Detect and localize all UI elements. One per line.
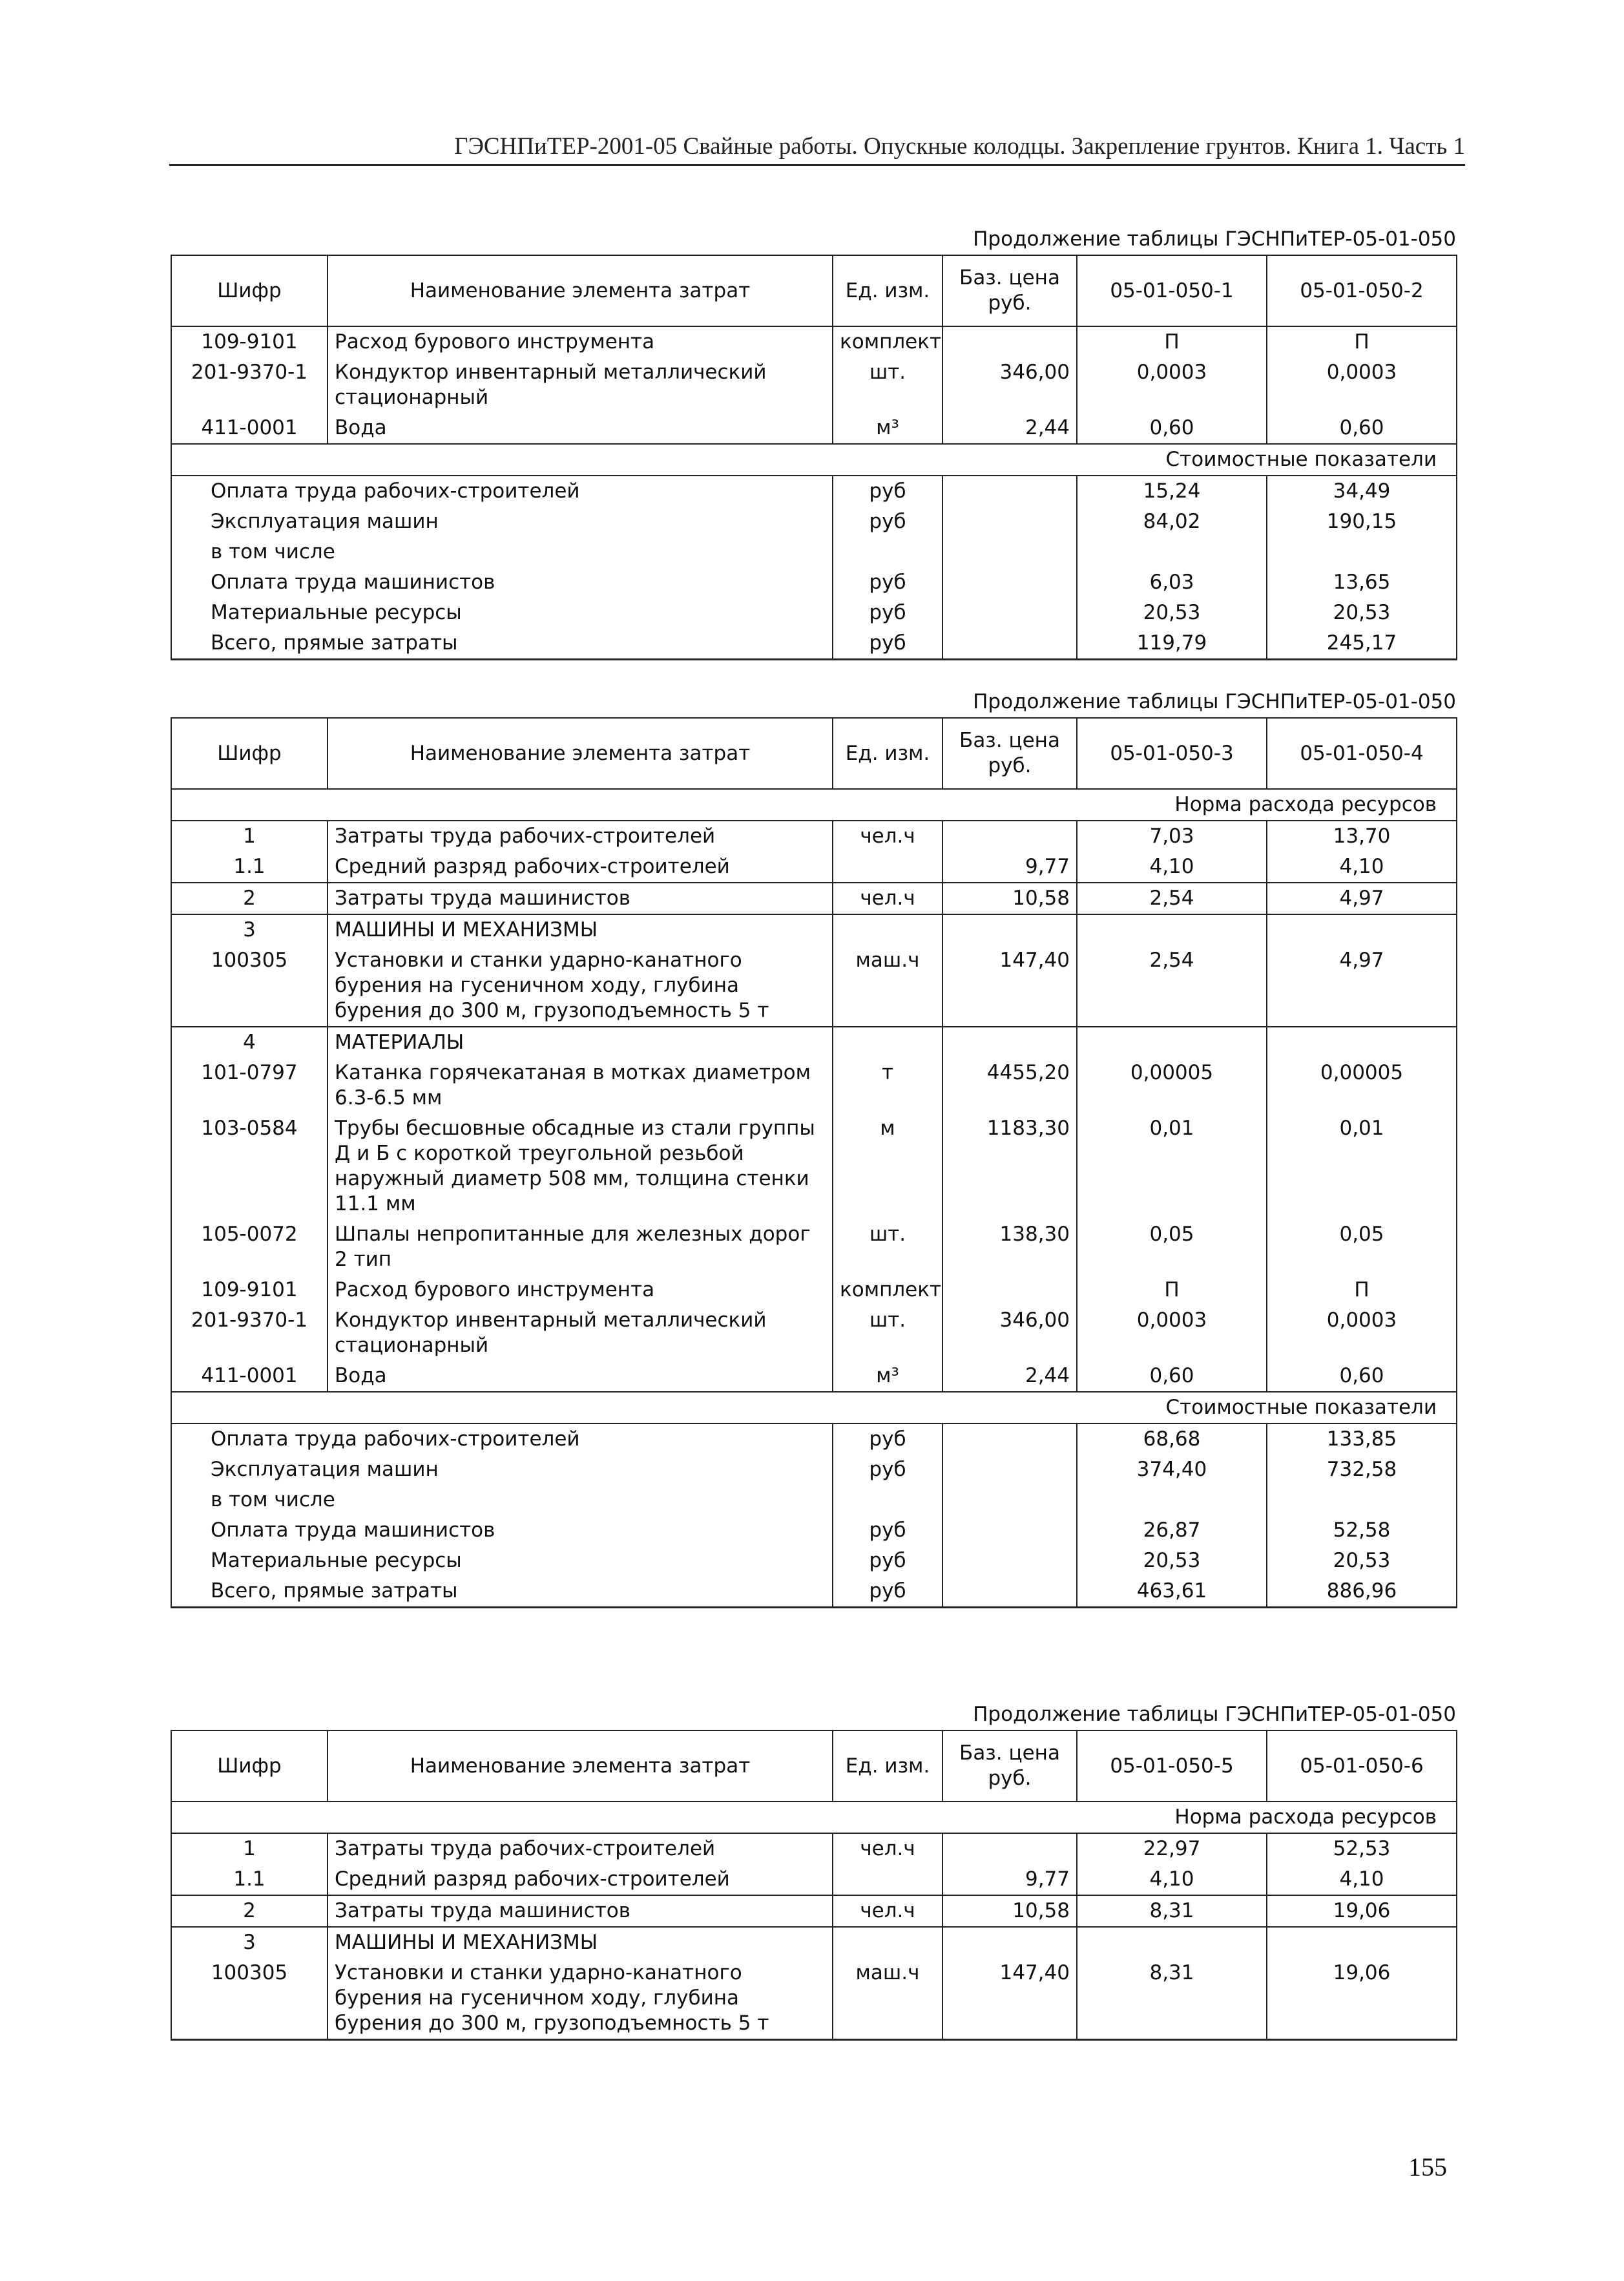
cost-value-2: 20,53 (1267, 598, 1457, 628)
cost-value-1 (1077, 537, 1267, 567)
cost-row (171, 1515, 1457, 1546)
page-number: 155 (1408, 2152, 1447, 2181)
cell-value-1: 4,10 (1077, 1864, 1267, 1895)
cell-code: 411-0001 (171, 1361, 328, 1392)
cost-row-total (171, 1576, 1457, 1608)
cost-row (171, 1455, 1457, 1485)
cell-price (942, 326, 1077, 357)
cell-value-2: 4,97 (1267, 883, 1457, 914)
cost-name: Всего, прямые затраты (171, 1576, 833, 1608)
cell-value-2: 13,70 (1267, 821, 1457, 852)
cell-unit: м³ (833, 413, 942, 444)
cost-value-2: 190,15 (1267, 507, 1457, 537)
col-header-unit: Ед. изм. (833, 1730, 942, 1802)
cell-price: 1183,30 (942, 1113, 1077, 1219)
cell-code: 100305 (171, 945, 328, 1027)
cell-name: Кондуктор инвентарный металлический стационарный (328, 357, 833, 413)
cell-name: Средний разряд рабочих-строителей (328, 1864, 833, 1895)
norm-section-header (171, 1802, 1457, 1833)
cell-name: Затраты труда рабочих-строителей (328, 1833, 833, 1864)
cost-unit: руб (833, 1515, 942, 1546)
cell-value-2: 0,0003 (1267, 357, 1457, 413)
cell-price: 10,58 (942, 1895, 1077, 1927)
cell-value-2: 0,0003 (1267, 1305, 1457, 1361)
col-header-1: 05-01-050-3 (1077, 718, 1267, 789)
table-3 (171, 1730, 1457, 2041)
cell-value-1: 0,00005 (1077, 1058, 1267, 1113)
table-row (171, 1113, 1457, 1219)
cell-value-2: 19,06 (1267, 1895, 1457, 1927)
cell-name: Расход бурового инструмента (328, 326, 833, 357)
col-header-2: 05-01-050-2 (1267, 255, 1457, 326)
cost-value-1: 20,53 (1077, 598, 1267, 628)
cell-name: МАТЕРИАЛЫ (328, 1027, 833, 1058)
table-row (171, 1864, 1457, 1895)
cost-value-1: 463,61 (1077, 1576, 1267, 1608)
cost-value-1: 84,02 (1077, 507, 1267, 537)
table-row (171, 1361, 1457, 1392)
cost-unit: руб (833, 1576, 942, 1608)
cost-value-2 (1267, 537, 1457, 567)
cost-name: Оплата труда машинистов (171, 1515, 833, 1546)
cost-value-2: 52,58 (1267, 1515, 1457, 1546)
table-row (171, 821, 1457, 852)
col-header-2: 05-01-050-6 (1267, 1730, 1457, 1802)
cost-value-2: 13,65 (1267, 567, 1457, 598)
cell-name: Установки и станки ударно-канатного бурения на гусеничном ходу, глубина бурения до 300 м, грузоподъемность 5 т (328, 1958, 833, 2040)
cell-price: 2,44 (942, 413, 1077, 444)
col-header-name: Наименование элемента затрат (328, 718, 833, 789)
cell-value-1: П (1077, 1275, 1267, 1305)
cell-unit: шт. (833, 357, 942, 413)
cost-header-label: Стоимостные показатели (171, 1392, 1457, 1424)
cell-value-1: 0,01 (1077, 1113, 1267, 1219)
cell-value-2: 0,60 (1267, 413, 1457, 444)
cell-code: 1.1 (171, 1864, 328, 1895)
cell-code: 3 (171, 1927, 328, 1958)
cell-value-2: 19,06 (1267, 1958, 1457, 2040)
table-row (171, 357, 1457, 413)
cost-row (171, 567, 1457, 598)
cell-unit (833, 1864, 942, 1895)
cell-value-2: 52,53 (1267, 1833, 1457, 1864)
cost-name: Оплата труда рабочих-строителей (171, 476, 833, 507)
cell-name: Вода (328, 413, 833, 444)
cell-name: Средний разряд рабочих-строителей (328, 852, 833, 883)
cell-value-2: П (1267, 1275, 1457, 1305)
table-row (171, 1058, 1457, 1113)
table-row-section (171, 1027, 1457, 1058)
cell-unit: чел.ч (833, 821, 942, 852)
cost-name: Материальные ресурсы (171, 598, 833, 628)
cell-value-1: 2,54 (1077, 945, 1267, 1027)
cell-value-2: 0,05 (1267, 1219, 1457, 1275)
cell-price: 4455,20 (942, 1058, 1077, 1113)
cost-row (171, 1424, 1457, 1455)
cell-value-2: 4,10 (1267, 852, 1457, 883)
table-3-caption: Продолжение таблицы ГЭСНПиТЕР-05-01-050 (973, 1703, 1456, 1726)
cost-name: Материальные ресурсы (171, 1546, 833, 1576)
cost-unit (833, 537, 942, 567)
cell-price (942, 1027, 1077, 1058)
cell-code: 201-9370-1 (171, 1305, 328, 1361)
cell-code: 4 (171, 1027, 328, 1058)
col-header-price: Баз. цена руб. (942, 1730, 1077, 1802)
table-1 (171, 255, 1457, 660)
table-2-caption: Продолжение таблицы ГЭСНПиТЕР-05-01-050 (973, 690, 1456, 713)
col-header-name: Наименование элемента затрат (328, 1730, 833, 1802)
cell-value-2 (1267, 1027, 1457, 1058)
table-row (171, 1958, 1457, 2040)
col-header-1: 05-01-050-1 (1077, 255, 1267, 326)
cell-unit (833, 1927, 942, 1958)
cell-value-2: 0,00005 (1267, 1058, 1457, 1113)
cost-unit: руб (833, 598, 942, 628)
table-row (171, 1833, 1457, 1864)
cell-price: 346,00 (942, 357, 1077, 413)
cost-value-1: 15,24 (1077, 476, 1267, 507)
cost-unit: руб (833, 476, 942, 507)
cell-unit: шт. (833, 1219, 942, 1275)
cell-value-2: 0,60 (1267, 1361, 1457, 1392)
cell-value-1: 0,05 (1077, 1219, 1267, 1275)
cell-value-1: 8,31 (1077, 1895, 1267, 1927)
cell-value-1: 8,31 (1077, 1958, 1267, 2040)
col-header-name: Наименование элемента затрат (328, 255, 833, 326)
page-header: ГЭСНПиТЕР-2001-05 Свайные работы. Опускные колодцы. Закрепление грунтов. Книга 1. Часть 1 (169, 132, 1465, 166)
cost-value-1 (1077, 1485, 1267, 1515)
cell-name: МАШИНЫ И МЕХАНИЗМЫ (328, 1927, 833, 1958)
cell-price (942, 1833, 1077, 1864)
cell-value-1 (1077, 914, 1267, 945)
cost-value-1: 68,68 (1077, 1424, 1267, 1455)
cost-value-2: 886,96 (1267, 1576, 1457, 1608)
col-header-code: Шифр (171, 255, 328, 326)
cell-code: 109-9101 (171, 326, 328, 357)
cell-unit: чел.ч (833, 1833, 942, 1864)
cell-name: Трубы бесшовные обсадные из стали группы Д и Б с короткой треугольной резьбой наружный диаметр 508 мм, толщина стенки 11.1 мм (328, 1113, 833, 1219)
cell-value-1: 0,0003 (1077, 357, 1267, 413)
cost-section-header (171, 444, 1457, 476)
cell-value-1: 7,03 (1077, 821, 1267, 852)
cell-unit: чел.ч (833, 1895, 942, 1927)
cell-price: 9,77 (942, 852, 1077, 883)
cell-unit: м (833, 1113, 942, 1219)
cost-value-1: 6,03 (1077, 567, 1267, 598)
table-row-section (171, 914, 1457, 945)
cost-value-2 (1267, 1485, 1457, 1515)
cell-price: 10,58 (942, 883, 1077, 914)
cell-code: 100305 (171, 1958, 328, 2040)
cost-unit: руб (833, 1546, 942, 1576)
cost-row (171, 598, 1457, 628)
cell-value-1: 0,60 (1077, 413, 1267, 444)
norm-header-label: Норма расхода ресурсов (171, 789, 1457, 821)
cell-price (942, 821, 1077, 852)
cell-code: 3 (171, 914, 328, 945)
cell-price: 9,77 (942, 1864, 1077, 1895)
cell-code: 103-0584 (171, 1113, 328, 1219)
cell-unit: комплект (833, 326, 942, 357)
cost-row (171, 1546, 1457, 1576)
cell-price: 147,40 (942, 1958, 1077, 2040)
cell-value-2: 4,97 (1267, 945, 1457, 1027)
cell-code: 2 (171, 1895, 328, 1927)
cell-name: Затраты труда рабочих-строителей (328, 821, 833, 852)
cell-price (942, 1275, 1077, 1305)
cell-name: Катанка горячекатаная в мотках диаметром 6.3-6.5 мм (328, 1058, 833, 1113)
cell-code: 101-0797 (171, 1058, 328, 1113)
table-row (171, 1895, 1457, 1927)
cell-code: 1 (171, 821, 328, 852)
table-row-section (171, 1927, 1457, 1958)
table-row (171, 1219, 1457, 1275)
col-header-unit: Ед. изм. (833, 718, 942, 789)
cost-section-header (171, 1392, 1457, 1424)
cost-value-1: 20,53 (1077, 1546, 1267, 1576)
cost-unit: руб (833, 507, 942, 537)
cell-code: 2 (171, 883, 328, 914)
cell-value-1: 2,54 (1077, 883, 1267, 914)
cost-value-1: 374,40 (1077, 1455, 1267, 1485)
cell-unit: чел.ч (833, 883, 942, 914)
cost-name: в том числе (171, 1485, 833, 1515)
cell-unit: т (833, 1058, 942, 1113)
cell-unit: маш.ч (833, 945, 942, 1027)
cost-unit: руб (833, 1424, 942, 1455)
col-header-price: Баз. цена руб. (942, 718, 1077, 789)
cell-value-2 (1267, 1927, 1457, 1958)
cell-value-2 (1267, 914, 1457, 945)
table-row (171, 1275, 1457, 1305)
cell-code: 1.1 (171, 852, 328, 883)
col-header-code: Шифр (171, 718, 328, 789)
col-header-2: 05-01-050-4 (1267, 718, 1457, 789)
cell-name: Вода (328, 1361, 833, 1392)
cell-unit (833, 914, 942, 945)
cell-price: 2,44 (942, 1361, 1077, 1392)
col-header-price: Баз. цена руб. (942, 255, 1077, 326)
cost-name: Оплата труда рабочих-строителей (171, 1424, 833, 1455)
table-row (171, 852, 1457, 883)
cell-value-1: П (1077, 326, 1267, 357)
cell-value-1: 0,0003 (1077, 1305, 1267, 1361)
cost-value-1: 119,79 (1077, 628, 1267, 660)
cost-row (171, 1485, 1457, 1515)
cost-value-1: 26,87 (1077, 1515, 1267, 1546)
cost-value-2: 732,58 (1267, 1455, 1457, 1485)
cell-unit: комплект (833, 1275, 942, 1305)
cell-name: Затраты труда машинистов (328, 1895, 833, 1927)
cell-code: 411-0001 (171, 413, 328, 444)
cost-name: Эксплуатация машин (171, 507, 833, 537)
cost-value-2: 245,17 (1267, 628, 1457, 660)
cell-unit (833, 852, 942, 883)
cell-value-1: 22,97 (1077, 1833, 1267, 1864)
cell-name: МАШИНЫ И МЕХАНИЗМЫ (328, 914, 833, 945)
cost-row (171, 507, 1457, 537)
table-row (171, 413, 1457, 444)
col-header-code: Шифр (171, 1730, 328, 1802)
cost-name: в том числе (171, 537, 833, 567)
cell-name: Затраты труда машинистов (328, 883, 833, 914)
cell-unit: маш.ч (833, 1958, 942, 2040)
table-row (171, 883, 1457, 914)
cell-unit (833, 1027, 942, 1058)
cost-row (171, 537, 1457, 567)
cost-unit: руб (833, 567, 942, 598)
cell-price (942, 914, 1077, 945)
cost-name: Эксплуатация машин (171, 1455, 833, 1485)
cell-code: 201-9370-1 (171, 357, 328, 413)
cell-unit: м³ (833, 1361, 942, 1392)
cell-price (942, 1927, 1077, 1958)
table-row (171, 1305, 1457, 1361)
norm-header-label: Норма расхода ресурсов (171, 1802, 1457, 1833)
norm-section-header (171, 789, 1457, 821)
cell-name: Расход бурового инструмента (328, 1275, 833, 1305)
cell-price: 138,30 (942, 1219, 1077, 1275)
cell-value-2: 4,10 (1267, 1864, 1457, 1895)
cell-value-1 (1077, 1027, 1267, 1058)
cost-unit (833, 1485, 942, 1515)
cell-value-1 (1077, 1927, 1267, 1958)
cell-value-1: 4,10 (1077, 852, 1267, 883)
table-1-caption: Продолжение таблицы ГЭСНПиТЕР-05-01-050 (973, 227, 1456, 251)
cost-unit: руб (833, 628, 942, 660)
cell-value-1: 0,60 (1077, 1361, 1267, 1392)
table-2 (171, 717, 1457, 1608)
table-row (171, 945, 1457, 1027)
cost-value-2: 20,53 (1267, 1546, 1457, 1576)
table-row (171, 326, 1457, 357)
cost-row-total (171, 628, 1457, 660)
cost-unit: руб (833, 1455, 942, 1485)
cell-value-2: 0,01 (1267, 1113, 1457, 1219)
cell-code: 105-0072 (171, 1219, 328, 1275)
cost-name: Оплата труда машинистов (171, 567, 833, 598)
cell-code: 1 (171, 1833, 328, 1864)
cost-header-label: Стоимостные показатели (171, 444, 1457, 476)
cell-name: Кондуктор инвентарный металлический стационарный (328, 1305, 833, 1361)
cell-price: 346,00 (942, 1305, 1077, 1361)
cell-unit: шт. (833, 1305, 942, 1361)
cell-value-2: П (1267, 326, 1457, 357)
cost-name: Всего, прямые затраты (171, 628, 833, 660)
col-header-unit: Ед. изм. (833, 255, 942, 326)
cost-row (171, 476, 1457, 507)
cell-price: 147,40 (942, 945, 1077, 1027)
cost-value-2: 34,49 (1267, 476, 1457, 507)
cell-name: Шпалы непропитанные для железных дорог 2 тип (328, 1219, 833, 1275)
col-header-1: 05-01-050-5 (1077, 1730, 1267, 1802)
cell-name: Установки и станки ударно-канатного бурения на гусеничном ходу, глубина бурения до 300 м, грузоподъемность 5 т (328, 945, 833, 1027)
cell-code: 109-9101 (171, 1275, 328, 1305)
cost-value-2: 133,85 (1267, 1424, 1457, 1455)
